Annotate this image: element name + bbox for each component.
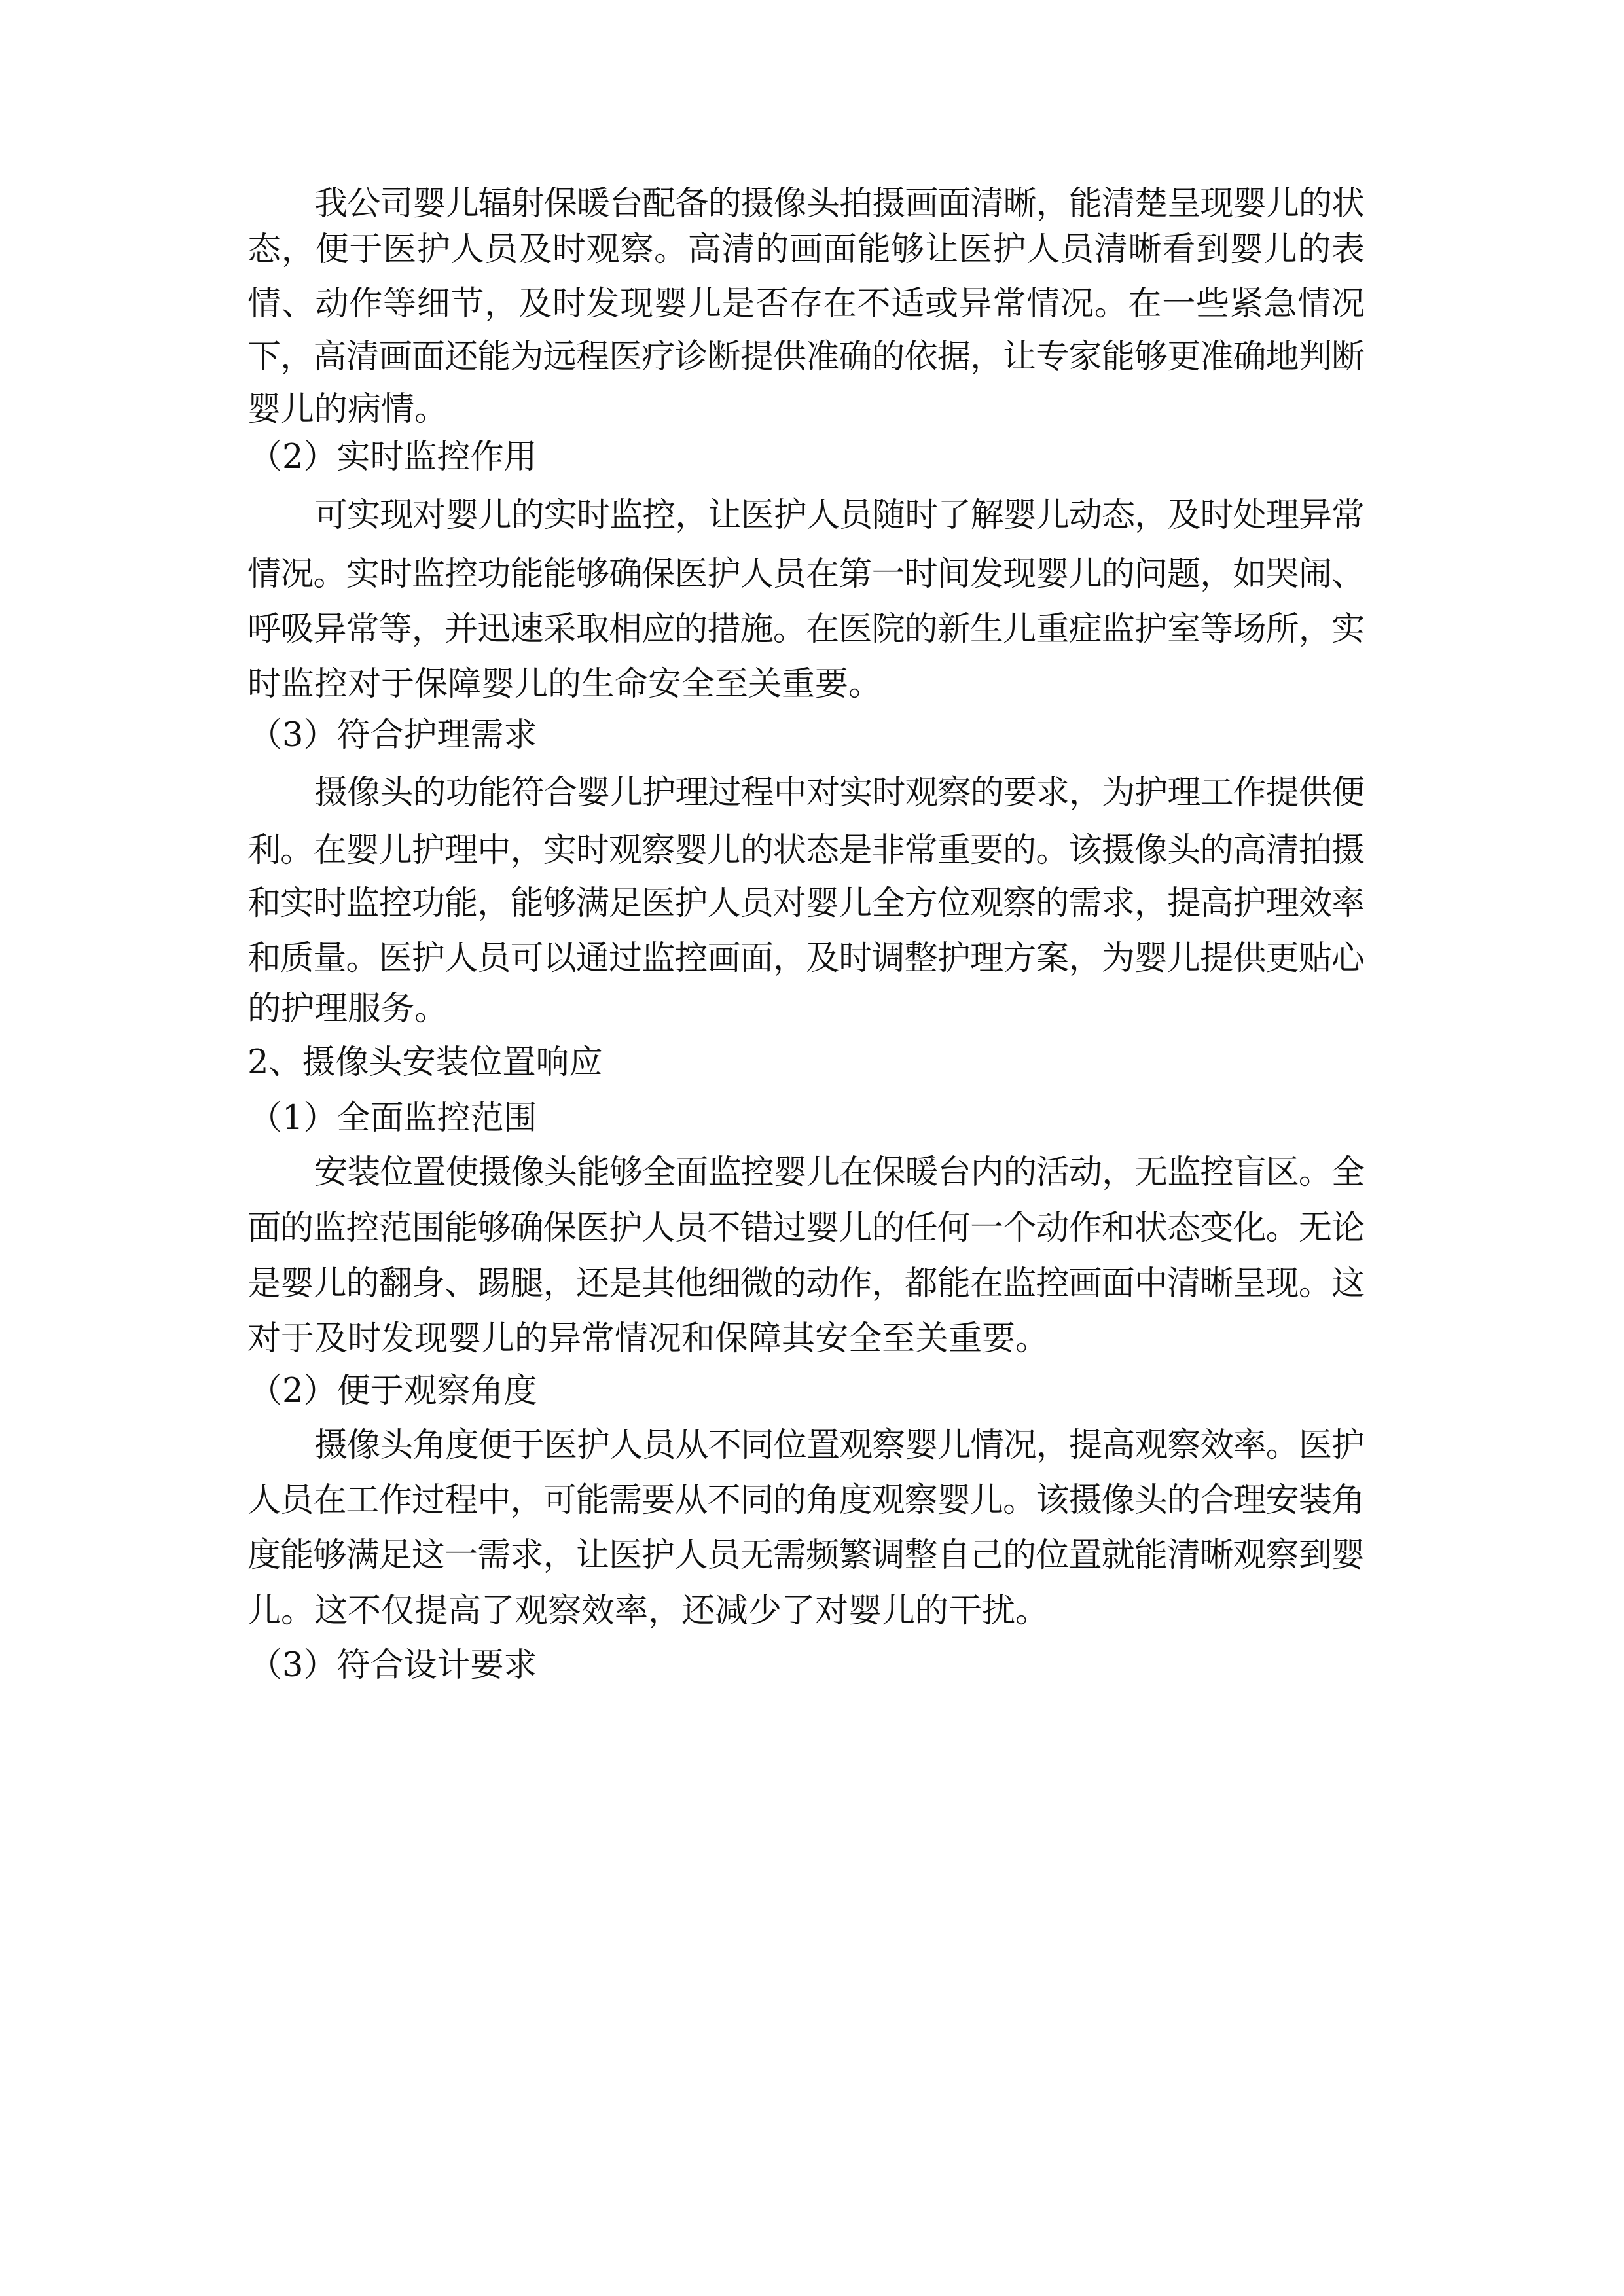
body-text-line: 利。在婴儿护理中，实时观察婴儿的状态是非常重要的。该摄像头的高清拍摄 bbox=[247, 831, 1365, 870]
body-text-line: 面的监控范围能够确保医护人员不错过婴儿的任何一个动作和状态变化。无论 bbox=[247, 1209, 1365, 1247]
subheading: （3）符合护理需求 bbox=[249, 716, 537, 755]
body-text-line: 我公司婴儿辐射保暖台配备的摄像头拍摄画面清晰，能清楚呈现婴儿的状 bbox=[314, 185, 1365, 223]
body-text-line: 情况。实时监控功能能够确保医护人员在第一时间发现婴儿的问题，如哭闹、 bbox=[247, 555, 1365, 594]
body-text-line: 是婴儿的翻身、踢腿，还是其他细微的动作，都能在监控画面中清晰呈现。这 bbox=[247, 1265, 1365, 1303]
subheading: （1）全面监控范围 bbox=[249, 1099, 537, 1138]
subheading: （2）便于观察角度 bbox=[249, 1372, 537, 1410]
body-text-line: 和实时监控功能，能够满足医护人员对婴儿全方位观察的需求，提高护理效率 bbox=[247, 884, 1365, 923]
body-text-line: 呼吸异常等，并迅速采取相应的措施。在医院的新生儿重症监护室等场所，实 bbox=[247, 610, 1365, 649]
body-text-line: 儿。这不仅提高了观察效率，还减少了对婴儿的干扰。 bbox=[247, 1592, 1049, 1630]
body-text-line: 态，便于医护人员及时观察。高清的画面能够让医护人员清晰看到婴儿的表 bbox=[247, 230, 1365, 269]
body-text-line: 可实现对婴儿的实时监控，让医护人员随时了解婴儿动态，及时处理异常 bbox=[314, 496, 1365, 535]
body-text-line: 婴儿的病情。 bbox=[247, 390, 448, 429]
body-text-line: 情、动作等细节，及时发现婴儿是否存在不适或异常情况。在一些紧急情况 bbox=[247, 285, 1365, 323]
subheading: （2）实时监控作用 bbox=[249, 438, 537, 476]
body-text-line: 的护理服务。 bbox=[247, 990, 448, 1028]
body-text-line: 对于及时发现婴儿的异常情况和保障其安全至关重要。 bbox=[247, 1319, 1049, 1358]
body-text-line: 时监控对于保障婴儿的生命安全至关重要。 bbox=[247, 665, 882, 704]
section-heading: 2、摄像头安装位置响应 bbox=[247, 1043, 603, 1082]
body-text-line: 安装位置使摄像头能够全面监控婴儿在保暖台内的活动，无监控盲区。全 bbox=[314, 1153, 1365, 1192]
body-text-line: 度能够满足这一需求，让医护人员无需频繁调整自己的位置就能清晰观察到婴 bbox=[247, 1536, 1365, 1575]
subheading: （3）符合设计要求 bbox=[249, 1646, 537, 1685]
body-text-line: 下，高清画面还能为远程医疗诊断提供准确的依据，让专家能够更准确地判断 bbox=[247, 338, 1365, 376]
body-text-line: 摄像头角度便于医护人员从不同位置观察婴儿情况，提高观察效率。医护 bbox=[314, 1426, 1365, 1465]
body-text-line: 和质量。医护人员可以通过监控画面，及时调整护理方案，为婴儿提供更贴心 bbox=[247, 939, 1365, 978]
body-text-line: 摄像头的功能符合婴儿护理过程中对实时观察的要求，为护理工作提供便 bbox=[314, 774, 1365, 812]
body-text-line: 人员在工作过程中，可能需要从不同的角度观察婴儿。该摄像头的合理安装角 bbox=[247, 1481, 1365, 1520]
